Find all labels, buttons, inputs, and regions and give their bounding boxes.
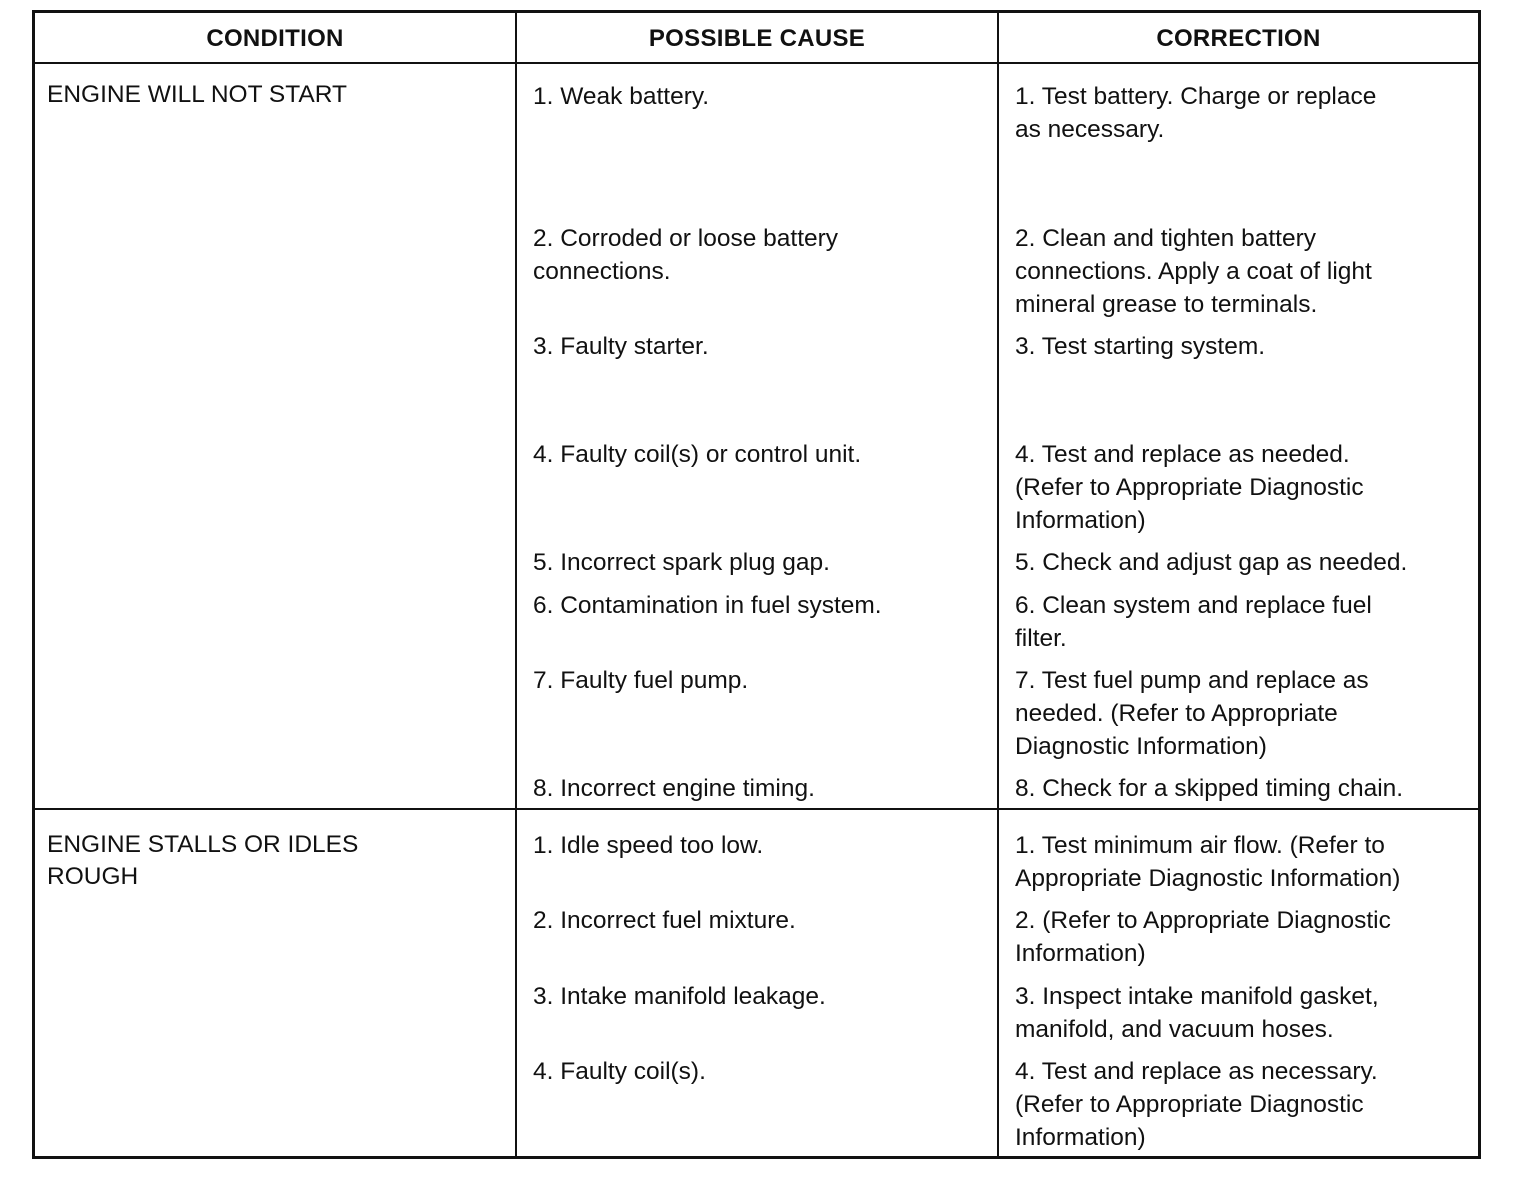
row-divider — [35, 808, 1478, 810]
cause-cell: 3. Intake manifold leakage. — [533, 983, 826, 1010]
cause-cell: 4. Faulty coil(s). — [533, 1058, 706, 1085]
correction-cell: 4. Test and replace as needed. (Refer to Appropriate Diagnostic Information) — [1015, 441, 1364, 534]
cause-cell: 3. Faulty starter. — [533, 333, 709, 360]
header-correction: CORRECTION — [1156, 25, 1321, 52]
column-divider — [515, 13, 517, 1156]
cause-cell: 2. Corroded or loose battery connections. — [533, 225, 839, 285]
cause-cell: 2. Incorrect fuel mixture. — [533, 907, 796, 934]
header-condition: CONDITION — [206, 25, 344, 52]
correction-cell: 1. Test minimum air flow. (Refer to Appropriate Diagnostic Information) — [1015, 832, 1401, 892]
cause-cell: 4. Faulty coil(s) or control unit. — [533, 441, 862, 468]
condition-cell: ENGINE WILL NOT START — [47, 81, 347, 108]
cause-cell: 5. Incorrect spark plug gap. — [533, 549, 830, 576]
cause-cell: 1. Weak battery. — [533, 83, 710, 110]
correction-cell: 2. Clean and tighten battery connections. Apply a coat of light mineral grease to terminals. — [1015, 225, 1372, 318]
cause-cell: 8. Incorrect engine timing. — [533, 775, 815, 802]
correction-cell: 1. Test battery. Charge or replace as necessary. — [1015, 83, 1377, 143]
condition-cell: ENGINE STALLS OR IDLES ROUGH — [47, 831, 359, 890]
cause-cell: 7. Faulty fuel pump. — [533, 667, 749, 694]
correction-cell: 3. Inspect intake manifold gasket, manifold, and vacuum hoses. — [1015, 983, 1379, 1043]
correction-cell: 7. Test fuel pump and replace as needed. (Refer to Appropriate Diagnostic Information) — [1015, 667, 1369, 760]
cause-cell: 6. Contamination in fuel system. — [533, 592, 882, 619]
correction-cell: 3. Test starting system. — [1015, 333, 1266, 360]
column-divider — [997, 13, 999, 1156]
correction-cell: 6. Clean system and replace fuel filter. — [1015, 592, 1372, 652]
correction-cell: 5. Check and adjust gap as needed. — [1015, 549, 1408, 576]
correction-cell: 8. Check for a skipped timing chain. — [1015, 775, 1404, 802]
cause-cell: 1. Idle speed too low. — [533, 832, 764, 859]
correction-cell: 2. (Refer to Appropriate Diagnostic Information) — [1015, 907, 1391, 967]
correction-cell: 4. Test and replace as necessary. (Refer to Appropriate Diagnostic Information) — [1015, 1058, 1378, 1151]
troubleshooting-table — [32, 10, 1481, 1159]
header-possible-cause: POSSIBLE CAUSE — [648, 25, 866, 52]
